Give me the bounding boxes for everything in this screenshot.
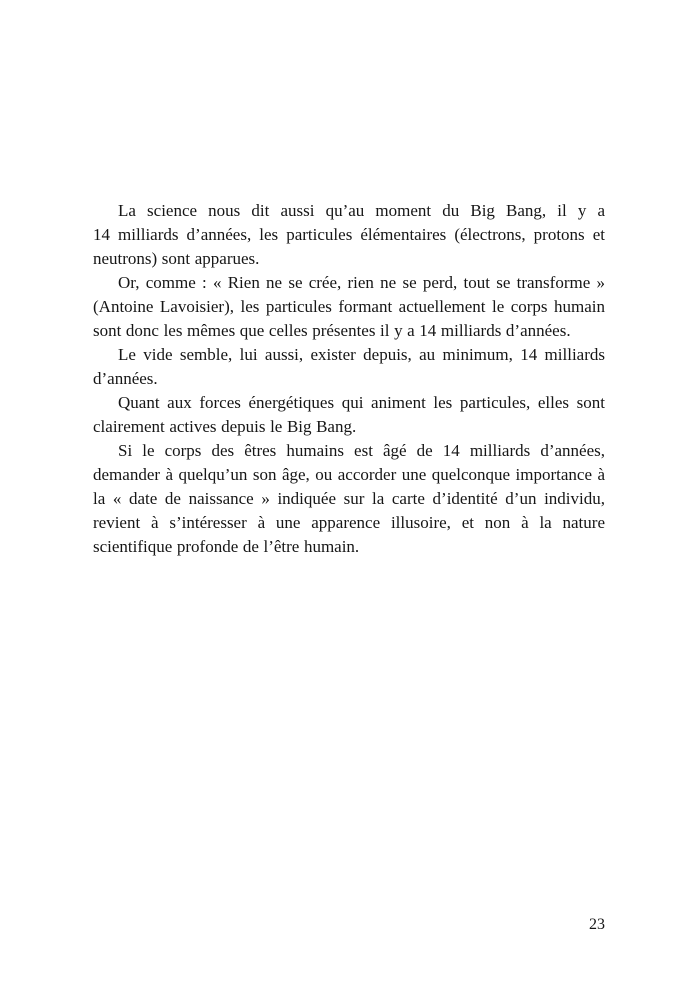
paragraph: Quant aux forces énergétiques qui animent les particules, elles sont clairement actives depuis le Big Bang.: [93, 393, 605, 436]
page-number: 23: [589, 916, 605, 933]
paragraph: La science nous dit aussi qu’au moment du Big Bang, il y a 14 milliards d’années, les particules élémentaires (électrons, protons et neutrons) sont apparues.: [93, 201, 605, 268]
paragraph: Or, comme : « Rien ne se crée, rien ne se perd, tout se transforme » (Antoine Lavoisier), les particules formant actuellement le corps humain sont donc les mêmes que celles présentes il y a 14 milliards d’années.: [93, 273, 605, 340]
paragraph: Si le corps des êtres humains est âgé de 14 milliards d’années, demander à quelqu’un son âge, ou accorder une quelconque importance à la « date de naissance » indiquée sur la carte d’identité d’un individu, revient à s’intéresser à une apparence illusoire, et non à la nature scientifique profonde de l’être humain.: [93, 441, 605, 556]
page-body: [93, 199, 605, 559]
paragraph: Le vide semble, lui aussi, exister depuis, au minimum, 14 milliards d’années.: [93, 345, 605, 388]
